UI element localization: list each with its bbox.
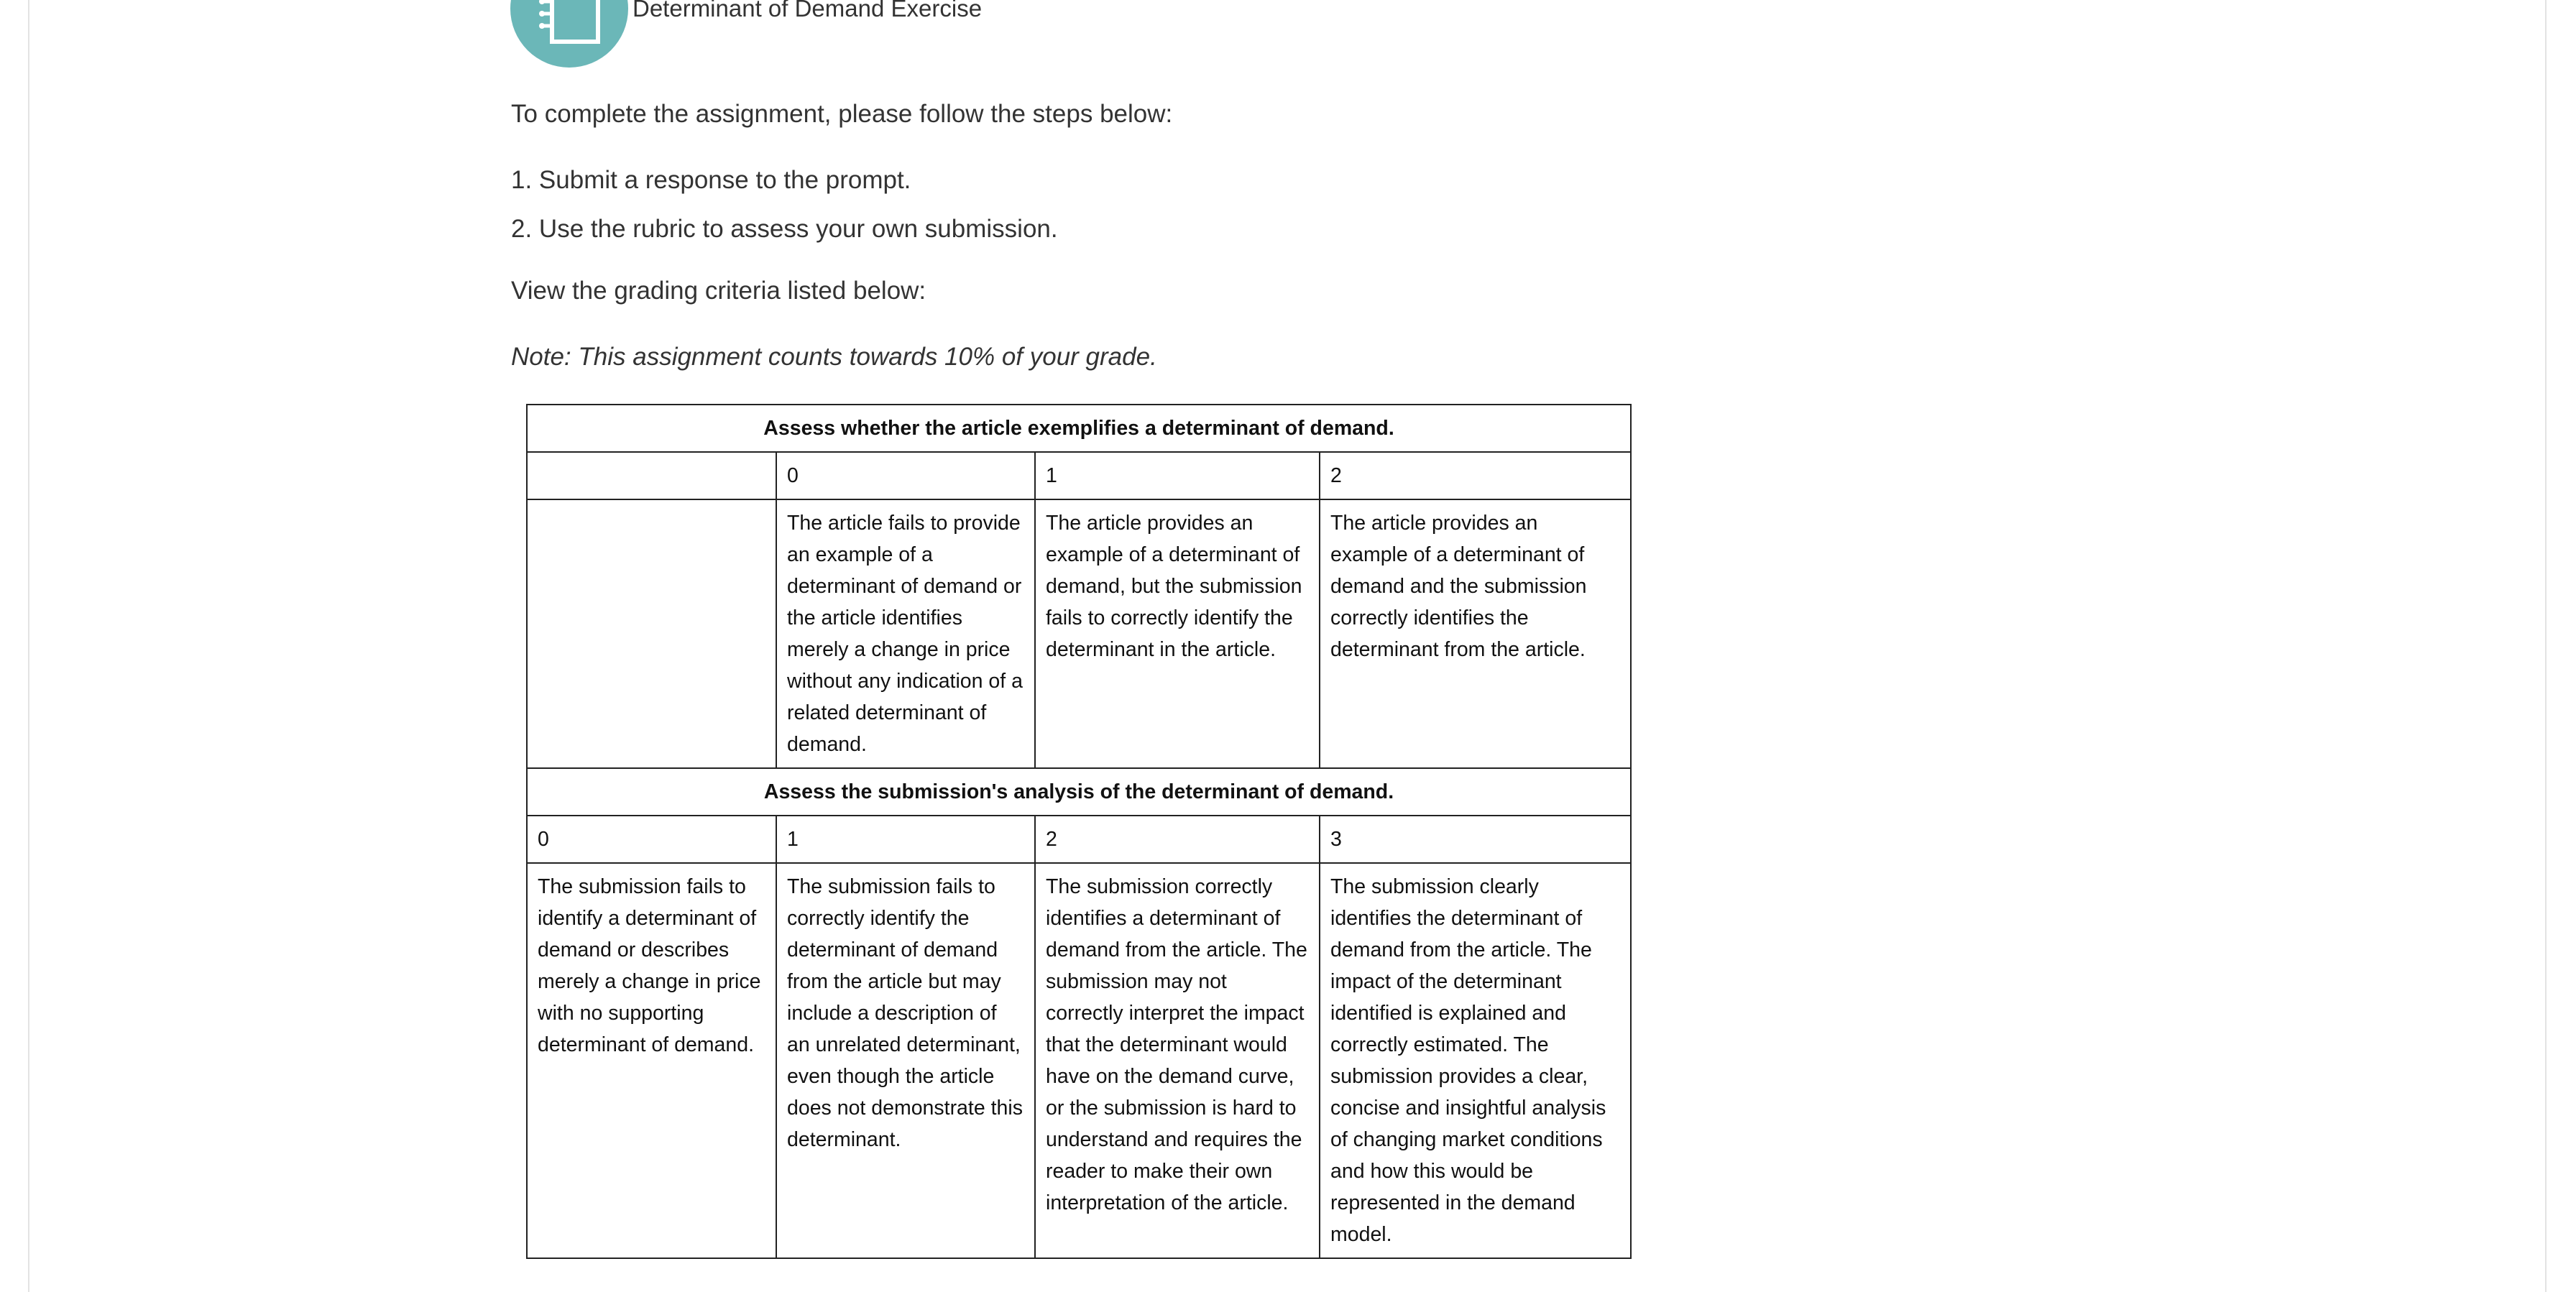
notebook-icon [510,0,628,68]
rubric-criterion-1-heading-row [527,405,1631,452]
instruction-step-2: 2. Use the rubric to assess your own submission. [511,215,1058,243]
content-right-border [2545,0,2547,1292]
rubric-description-cell: The submission clearly identifies the determinant of demand from the article. The impact of the determinant identified is explained and correctly estimated. The submission provides a clear, concise and insightful analysis of changing market conditions and how this would be represented in the demand model. [1320,863,1631,1258]
assignment-avatar [510,0,628,68]
rubric-description-cell: The submission fails to correctly identify the determinant of demand from the article but may include a description of an unrelated determinant, even though the article does not demonstrate this determinant. [776,863,1035,1258]
rubric-table [526,404,1632,1259]
rubric-criterion-2-heading-row [527,768,1631,816]
content-left-border [28,0,29,1292]
assignment-title: Determinant of Demand Exercise [632,0,983,22]
rubric-criterion-2-scores-row [527,816,1631,863]
grade-note: Note: This assignment counts towards 10% of your grade. [511,343,1157,371]
rubric-description-cell: The submission correctly identifies a determinant of demand from the article. The submission may not correctly interpret the impact that the determinant would have on the demand curve, or the submission is hard to understand and requires the reader to make their own interpretation of the article. [1035,863,1320,1258]
instruction-step-1: 1. Submit a response to the prompt. [511,166,911,194]
rubric-criterion-2-descriptions-row [527,863,1631,1258]
rubric-criterion-1-descriptions-row [527,499,1631,768]
rubric-description-cell: The submission fails to identify a determinant of demand or describes merely a change in price with no supporting determinant of demand. [527,863,776,1258]
rubric-description-cell [527,499,776,768]
criteria-label: View the grading criteria listed below: [511,277,926,305]
rubric-score-cell [527,452,776,499]
rubric-description-cell: The article provides an example of a determinant of demand and the submission correctly identifies the determinant from the article. [1320,499,1631,768]
rubric-criterion-1-scores-row [527,452,1631,499]
rubric-score-cell: 2 [1035,816,1320,863]
rubric-score-cell: 0 [527,816,776,863]
rubric-score-cell: 1 [776,816,1035,863]
instructions-intro: To complete the assignment, please follow the steps below: [511,100,1173,128]
rubric-score-cell: 2 [1320,452,1631,499]
rubric-criterion-heading: Assess the submission's analysis of the determinant of demand. [527,768,1631,816]
rubric-description-cell: The article fails to provide an example of a determinant of demand or the article identifies merely a change in price without any indication of a related determinant of demand. [776,499,1035,768]
rubric-score-cell: 1 [1035,452,1320,499]
rubric-score-cell: 3 [1320,816,1631,863]
rubric-score-cell: 0 [776,452,1035,499]
rubric-description-cell: The article provides an example of a determinant of demand, but the submission fails to correctly identify the determinant in the article. [1035,499,1320,768]
rubric-criterion-heading: Assess whether the article exemplifies a determinant of demand. [527,405,1631,452]
